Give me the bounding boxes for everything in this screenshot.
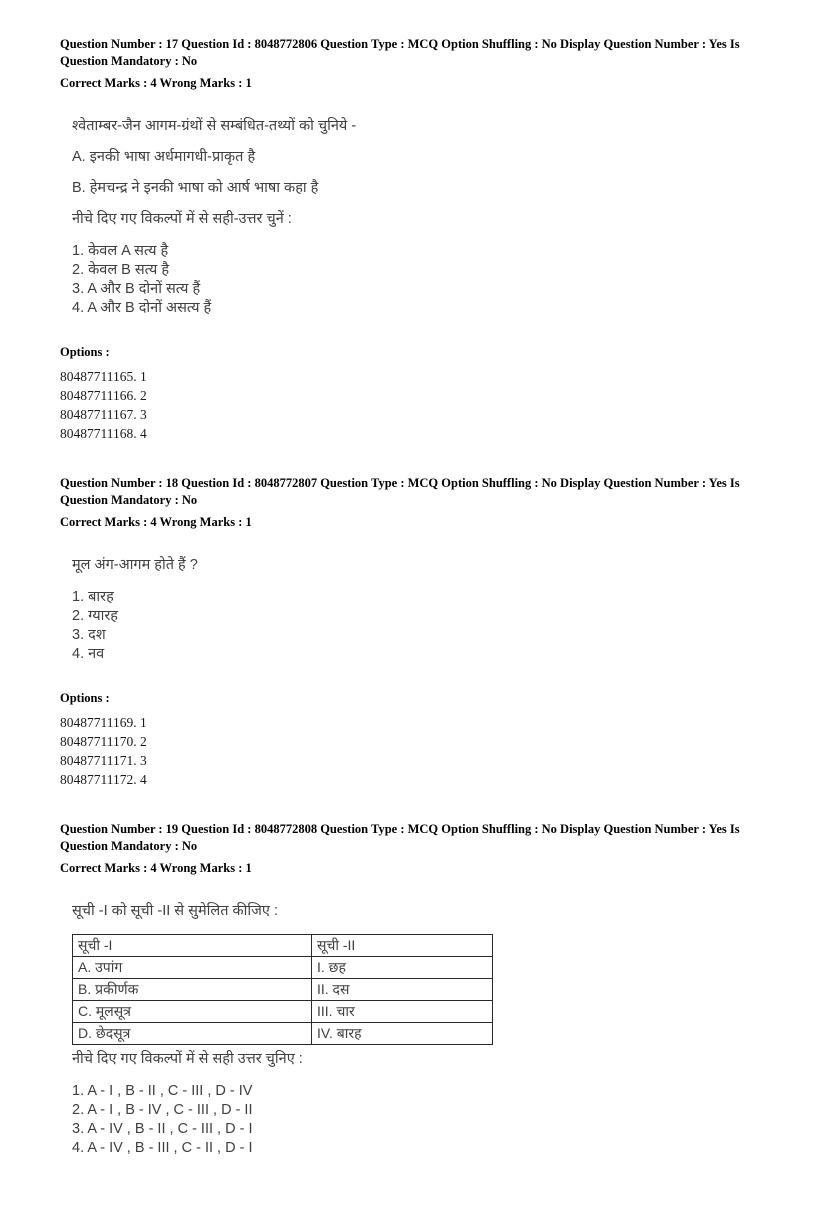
match-table xyxy=(72,934,493,1045)
option-id-4: 80487711172. 4 xyxy=(60,772,147,787)
choice-2: 2. A - I , B - IV , C - III , D - II xyxy=(72,1101,253,1118)
choice-4: 4. A - IV , B - III , C - II , D - I xyxy=(72,1139,253,1156)
option-id-2: 80487711170. 2 xyxy=(60,734,147,749)
table-cell: IV. बारह xyxy=(312,1022,493,1044)
question-body xyxy=(72,903,766,1156)
choice-2: 2. केवल B सत्य है xyxy=(72,261,170,278)
question-body xyxy=(72,557,766,662)
option-id-1: 80487711169. 1 xyxy=(60,715,147,730)
question-17-block xyxy=(60,36,766,443)
choice-3: 3. A और B दोनों सत्य हैं xyxy=(72,280,201,297)
choice-1: 1. केवल A सत्य है xyxy=(72,242,169,259)
question-meta: Question Number : 17 Question Id : 8048772806 Question Type : MCQ Option Shuffling : No Display Question Number : Yes Is Question Mandatory : No xyxy=(60,37,740,69)
choice-3: 3. दश xyxy=(72,626,106,643)
table-header-list2: सूची -II xyxy=(312,934,493,956)
option-id-4: 80487711168. 4 xyxy=(60,426,147,441)
table-cell: I. छह xyxy=(312,956,493,978)
choice-1: 1. A - I , B - II , C - III , D - IV xyxy=(72,1082,253,1099)
table-cell: C. मूलसूत्र xyxy=(73,1000,312,1022)
question-instruction: नीचे दिए गए विकल्पों में से सही-उत्तर चुनें : xyxy=(72,210,292,227)
choice-list xyxy=(72,1084,766,1156)
option-id-2: 80487711166. 2 xyxy=(60,388,147,403)
option-id-list xyxy=(60,367,766,443)
table-cell: A. उपांग xyxy=(73,956,312,978)
question-prompt: सूची -I को सूची -II से सुमेलित कीजिए : xyxy=(72,902,278,919)
table-cell: D. छेदसूत्र xyxy=(73,1022,312,1044)
question-meta: Question Number : 18 Question Id : 8048772807 Question Type : MCQ Option Shuffling : No Display Question Number : Yes Is Question Mandatory : No xyxy=(60,476,740,508)
table-row xyxy=(73,956,493,978)
question-instruction: नीचे दिए गए विकल्पों में से सही उत्तर चुनिए : xyxy=(72,1050,303,1067)
choice-list xyxy=(72,590,766,662)
choice-list xyxy=(72,244,766,316)
option-id-3: 80487711171. 3 xyxy=(60,753,147,768)
table-row xyxy=(73,1022,493,1044)
options-heading: Options : xyxy=(60,344,110,359)
question-prompt: मूल अंग-आगम होते हैं ? xyxy=(72,556,198,573)
choice-2: 2. ग्यारह xyxy=(72,607,118,624)
choice-3: 3. A - IV , B - II , C - III , D - I xyxy=(72,1120,253,1137)
statement-a: A. इनकी भाषा अर्धमागधी-प्राकृत है xyxy=(72,148,256,165)
table-header-row xyxy=(73,934,493,956)
question-18-block xyxy=(60,475,766,789)
option-id-3: 80487711167. 3 xyxy=(60,407,147,422)
question-19-block xyxy=(60,821,766,1156)
table-row xyxy=(73,978,493,1000)
question-prompt: श्वेताम्बर-जैन आगम-ग्रंथों से सम्बंधित-तथ्यों को चुनिये - xyxy=(72,117,357,134)
statement-b: B. हेमचन्द्र ने इनकी भाषा को आर्ष भाषा कहा है xyxy=(72,179,319,196)
question-marks: Correct Marks : 4 Wrong Marks : 1 xyxy=(60,514,252,529)
table-row xyxy=(73,1000,493,1022)
choice-4: 4. नव xyxy=(72,645,105,662)
table-cell: II. दस xyxy=(312,978,493,1000)
options-heading: Options : xyxy=(60,690,110,705)
question-marks: Correct Marks : 4 Wrong Marks : 1 xyxy=(60,75,252,90)
option-id-1: 80487711165. 1 xyxy=(60,369,147,384)
table-header-list1: सूची -I xyxy=(73,934,312,956)
choice-4: 4. A और B दोनों असत्य हैं xyxy=(72,299,212,316)
question-meta: Question Number : 19 Question Id : 8048772808 Question Type : MCQ Option Shuffling : No Display Question Number : Yes Is Question Mandatory : No xyxy=(60,822,740,854)
table-cell: III. चार xyxy=(312,1000,493,1022)
table-cell: B. प्रकीर्णक xyxy=(73,978,312,1000)
question-marks: Correct Marks : 4 Wrong Marks : 1 xyxy=(60,860,252,875)
choice-1: 1. बारह xyxy=(72,588,114,605)
option-id-list xyxy=(60,713,766,789)
question-body xyxy=(72,118,766,316)
